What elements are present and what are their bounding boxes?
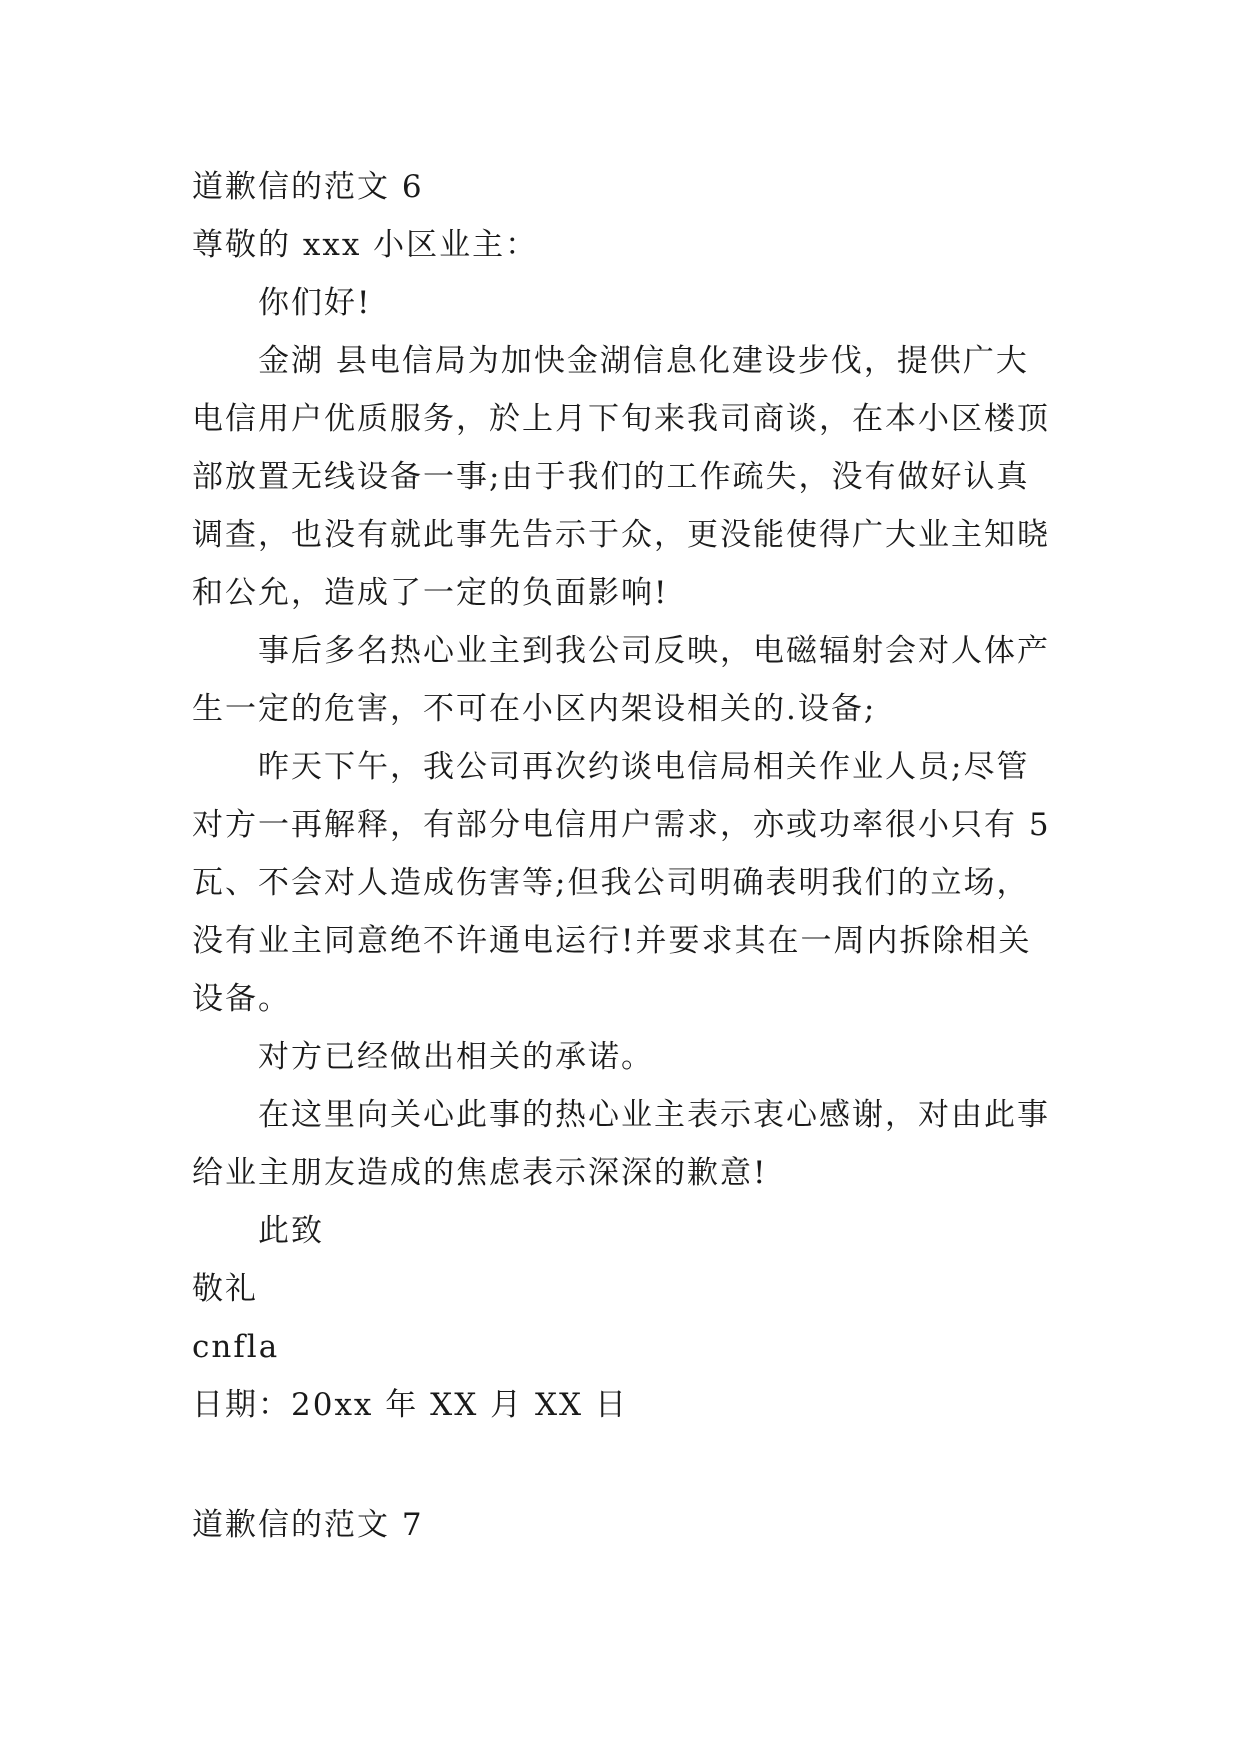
letter-salutation: 尊敬的 xxx 小区业主：	[192, 227, 539, 263]
letter-paragraph: 金湖 县电信局为加快金湖信息化建设步伐，提供广大电信用户优质服务，於上月下旬来我司商谈，在本小区楼顶部放置无线设备一事;由于我们的工作疏失，没有做好认真调查，也没有就此事先告示于众，更没能使得广大业主知晓和公允，造成了一定的负面影响!	[192, 343, 1050, 611]
section-gap	[192, 1434, 1052, 1496]
letter-paragraph: 事后多名热心业主到我公司反映，电磁辐射会对人体产生一定的危害，不可在小区内架设相关的.设备;	[192, 633, 1050, 727]
letter-closing-line: 此致	[258, 1213, 324, 1249]
letter-date: 日期：20xx 年 XX 月 XX 日	[192, 1387, 628, 1423]
letter-signature: cnfla	[192, 1329, 280, 1365]
letter-paragraph: 昨天下午，我公司再次约谈电信局相关作业人员;尽管对方一再解释，有部分电信用户需求，亦或功率很小只有 5 瓦、不会对人造成伤害等;但我公司明确表明我们的立场，没有业主同意绝不许通电运行!并要求其在一周内拆除相关设备。	[192, 749, 1051, 1017]
letter-body	[192, 158, 1052, 1554]
next-letter-title: 道歉信的范文 7	[192, 1507, 424, 1543]
letter-regards: 敬礼	[192, 1271, 258, 1307]
letter-greeting: 你们好!	[258, 285, 372, 321]
letter-paragraph: 对方已经做出相关的承诺。	[258, 1039, 654, 1075]
letter-title: 道歉信的范文 6	[192, 169, 424, 205]
letter-paragraph: 在这里向关心此事的热心业主表示衷心感谢，对由此事给业主朋友造成的焦虑表示深深的歉意!	[192, 1097, 1050, 1191]
